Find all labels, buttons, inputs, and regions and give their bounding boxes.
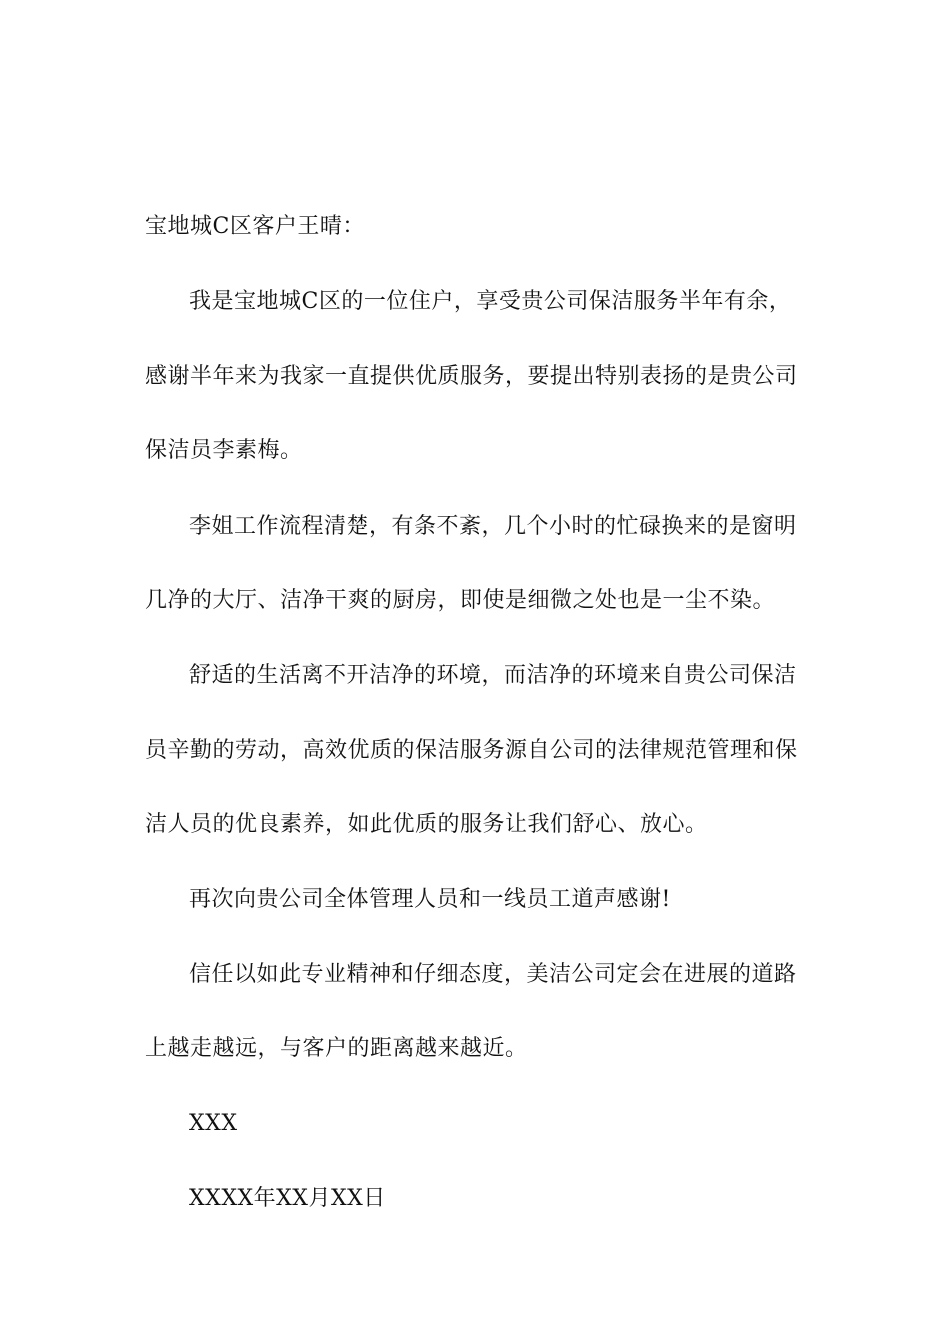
paragraph-3-line-3: 洁人员的优良素养，如此优质的服务让我们舒心、放心。 xyxy=(145,812,708,837)
paragraph-5-line-1: 信任以如此专业精神和仔细态度，美洁公司定会在进展的道路 xyxy=(189,962,797,987)
paragraph-1-line-3: 保洁员李素梅。 xyxy=(145,438,303,463)
paragraph-1-line-2: 感谢半年来为我家一直提供优质服务，要提出特别表扬的是贵公司 xyxy=(145,364,798,389)
paragraph-4-line-1: 再次向贵公司全体管理人员和一线员工道声感谢! xyxy=(189,887,671,912)
paragraph-2-line-2: 几净的大厅、洁净干爽的厨房，即使是细微之处也是一尘不染。 xyxy=(145,588,776,613)
paragraph-2-line-1: 李姐工作流程清楚，有条不紊，几个小时的忙碌换来的是窗明 xyxy=(189,514,797,539)
signature: XXX xyxy=(189,1111,238,1136)
paragraph-5-line-2: 上越走越远，与客户的距离越来越近。 xyxy=(145,1036,528,1061)
date: XXXX年XX月XX日 xyxy=(189,1186,386,1211)
salutation: 宝地城C区客户王晴： xyxy=(145,214,365,239)
paragraph-3-line-1: 舒适的生活离不开洁净的环境，而洁净的环境来自贵公司保洁 xyxy=(189,663,797,688)
paragraph-1-line-1: 我是宝地城C区的一位住户，享受贵公司保洁服务半年有余， xyxy=(189,289,792,314)
paragraph-3-line-2: 员辛勤的劳动，高效优质的保洁服务源自公司的法律规范管理和保 xyxy=(145,738,798,763)
